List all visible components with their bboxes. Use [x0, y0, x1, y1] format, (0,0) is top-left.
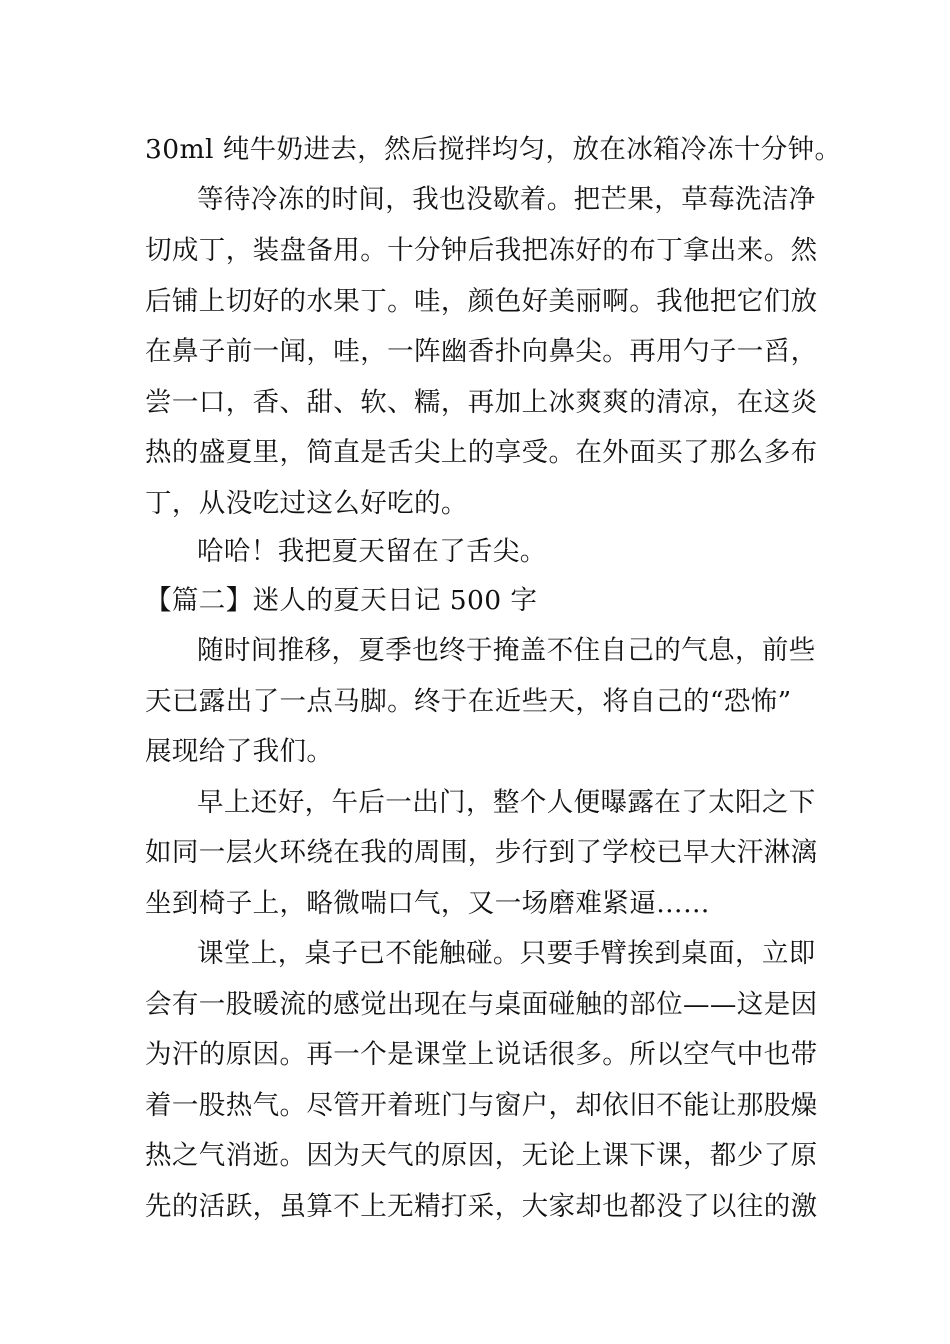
text-line: 坐到椅子上，略微喘口气，又一场磨难紧逼……	[145, 888, 710, 919]
text-line: 热之气消逝。因为天气的原因，无论上课下课，都少了原	[145, 1140, 818, 1171]
text-line: 如同一层火环绕在我的周围，步行到了学校已早大汗淋漓	[145, 837, 818, 868]
text-line: 热的盛夏里，简直是舌尖上的享受。在外面买了那么多布	[145, 437, 818, 468]
text-line: 着一股热气。尽管开着班门与窗户，却依旧不能让那股燥	[145, 1090, 818, 1121]
text-line: 在鼻子前一闻，哇，一阵幽香扑向鼻尖。再用勺子一舀，	[145, 336, 818, 367]
text-line: 后铺上切好的水果丁。哇，颜色好美丽啊。我他把它们放	[145, 286, 818, 317]
paragraph-start-line: 哈哈！我把夏天留在了舌尖。	[197, 536, 547, 567]
paragraph-start-line: 课堂上，桌子已不能触碰。只要手臂挨到桌面，立即	[197, 938, 816, 969]
paragraph-start-line: 早上还好，午后一出门，整个人便曝露在了太阳之下	[197, 787, 816, 818]
text-line: 丁，从没吃过这么好吃的。	[145, 488, 468, 519]
text-line: 为汗的原因。再一个是课堂上说话很多。所以空气中也带	[145, 1039, 818, 1070]
text-line: 展现给了我们。	[145, 736, 334, 767]
text-line: 30ml 纯牛奶进去，然后搅拌均匀，放在冰箱冷冻十分钟。	[145, 134, 842, 165]
paragraph-start-line: 随时间推移，夏季也终于掩盖不住自己的气息，前些	[197, 635, 816, 666]
paragraph-start-line: 等待冷冻的时间，我也没歇着。把芒果，草莓洗洁净	[197, 184, 816, 215]
text-line: 先的活跃，虽算不上无精打采，大家却也都没了以往的激	[145, 1191, 818, 1222]
text-line: 天已露出了一点马脚。终于在近些天，将自己的“恐怖”	[145, 686, 792, 717]
text-line: 会有一股暖流的感觉出现在与桌面碰触的部位——这是因	[145, 989, 818, 1020]
text-line: 切成丁，装盘备用。十分钟后我把冻好的布丁拿出来。然	[145, 235, 818, 266]
section-heading: 【篇二】迷人的夏天日记 500 字	[145, 585, 538, 616]
text-line: 尝一口，香、甜、软、糯，再加上冰爽爽的清凉，在这炎	[145, 387, 818, 418]
